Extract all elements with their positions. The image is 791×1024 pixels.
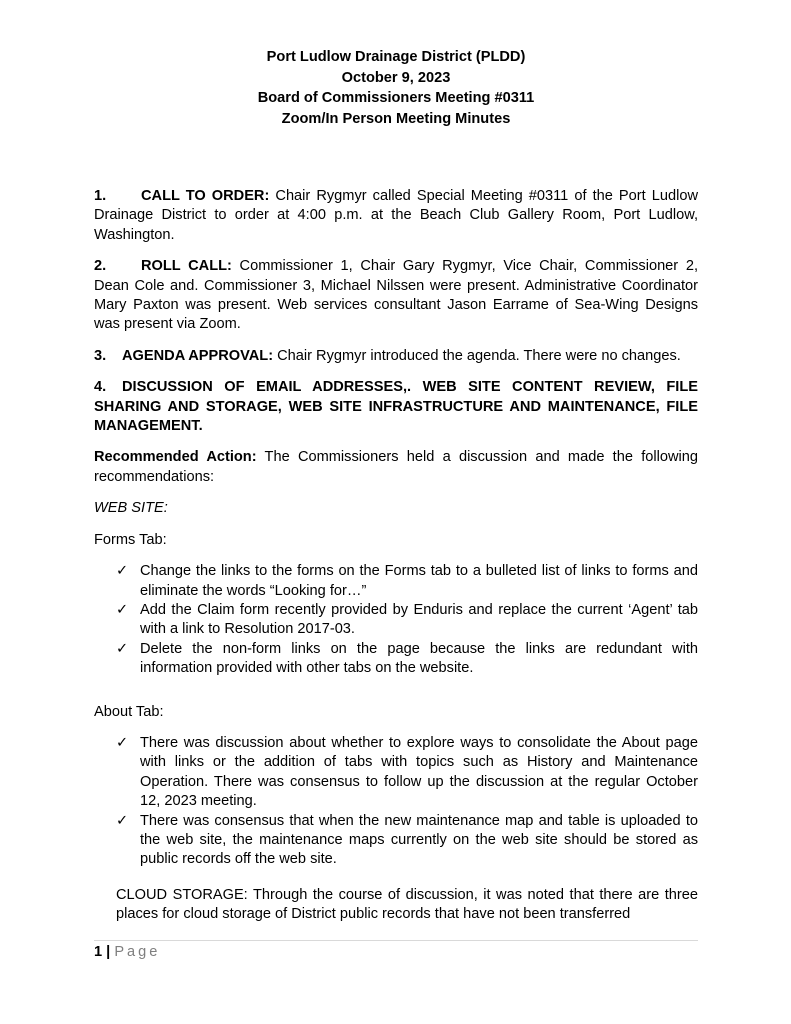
- checkmark-icon: ✓: [116, 734, 129, 751]
- forms-tab-list: [94, 562, 698, 678]
- list-item: [116, 640, 698, 679]
- section-discussion: [94, 378, 698, 436]
- meeting-title: Board of Commissioners Meeting #0311: [257, 90, 535, 106]
- page-label: Page: [114, 944, 161, 960]
- minutes-title: Zoom/In Person Meeting Minutes: [281, 110, 511, 127]
- section-title: DISCUSSION OF EMAIL ADDRESSES,. WEB SITE CONTENT REVIEW, FILE SHARING AND STORAGE, WEB SITE INFRASTRUCTURE AND MAINTENANCE, FILE MANAGEMENT.: [94, 379, 698, 435]
- list-item: [116, 812, 698, 870]
- checkmark-icon: ✓: [116, 812, 129, 829]
- section-title: AGENDA APPROVAL:: [122, 347, 274, 364]
- recommended-label: Recommended Action:: [94, 449, 257, 466]
- section-title: ROLL CALL:: [141, 258, 232, 275]
- about-tab-list: [94, 734, 698, 870]
- section-title: CALL TO ORDER:: [141, 188, 270, 204]
- checkmark-icon: ✓: [116, 563, 129, 580]
- meeting-date: October 9, 2023: [341, 69, 451, 86]
- section-text: Chair Rygmyr introduced the agenda. There were no changes.: [273, 347, 681, 364]
- checkmark-icon: ✓: [116, 601, 129, 618]
- page-footer: [94, 940, 698, 960]
- section-number: 1.: [94, 188, 107, 204]
- recommended-action: [94, 448, 698, 487]
- list-item: [116, 562, 698, 601]
- section-roll-call: [94, 257, 698, 335]
- list-item-text: Add the Claim form recently provided by Enduris and replace the current ‘Agent’ tab with a link to Resolution 2017-03.: [140, 601, 698, 638]
- document-body: [94, 187, 698, 937]
- document-header: [94, 47, 698, 129]
- recommended-text: The Commissioners held a discussion and made the following recommendations:: [94, 449, 698, 485]
- footer-separator: |: [102, 944, 115, 960]
- about-tab-heading: About Tab:: [94, 703, 164, 720]
- section-agenda-approval: [94, 347, 698, 366]
- list-item: [116, 601, 698, 640]
- section-number: 4.: [94, 379, 107, 396]
- district-name: Port Ludlow Drainage District (PLDD): [266, 49, 526, 65]
- web-site-heading: WEB SITE:: [94, 500, 168, 517]
- list-item-text: Delete the non-form links on the page because the links are redundant with information provided with other tabs on the website.: [140, 640, 698, 677]
- cloud-storage-paragraph: CLOUD STORAGE: Through the course of discussion, it was noted that there are three places for cloud storage of District public records that have not been transferred: [116, 886, 698, 923]
- list-item-text: There was consensus that when the new maintenance map and table is uploaded to the web site, the maintenance maps currently on the web site should be stored as public records off the web site.: [140, 812, 698, 868]
- section-number: 2.: [94, 258, 107, 275]
- list-item: [116, 734, 698, 812]
- list-item-text: There was discussion about whether to explore ways to consolidate the About page with links or the addition of tabs with topics such as History and Maintenance Operation. There was consensus to follow up the discussion at the regular October 12, 2023 meeting.: [140, 734, 698, 810]
- section-text: Commissioner 1, Chair Gary Rygmyr, Vice Chair, Commissioner 2, Dean Cole and. Commissioner 3, Michael Nilssen were present. Administrative Coordinator Mary Paxton was present. Web services consultant Jason Earrame of Sea-Wing Designs was present via Zoom.: [94, 258, 698, 333]
- checkmark-icon: ✓: [116, 640, 129, 657]
- section-call-to-order: [94, 187, 698, 245]
- section-number: 3.: [94, 347, 107, 364]
- list-item-text: Change the links to the forms on the Forms tab to a bulleted list of links to forms and eliminate the words “Looking for…”: [140, 563, 698, 599]
- forms-tab-heading: Forms Tab:: [94, 531, 167, 548]
- page-number: 1: [94, 944, 103, 960]
- section-text: Chair Rygmyr called Special Meeting #0311 of the Port Ludlow Drainage District to order at 4:00 p.m. at the Beach Club Gallery Room, Port Ludlow, Washington.: [94, 188, 698, 243]
